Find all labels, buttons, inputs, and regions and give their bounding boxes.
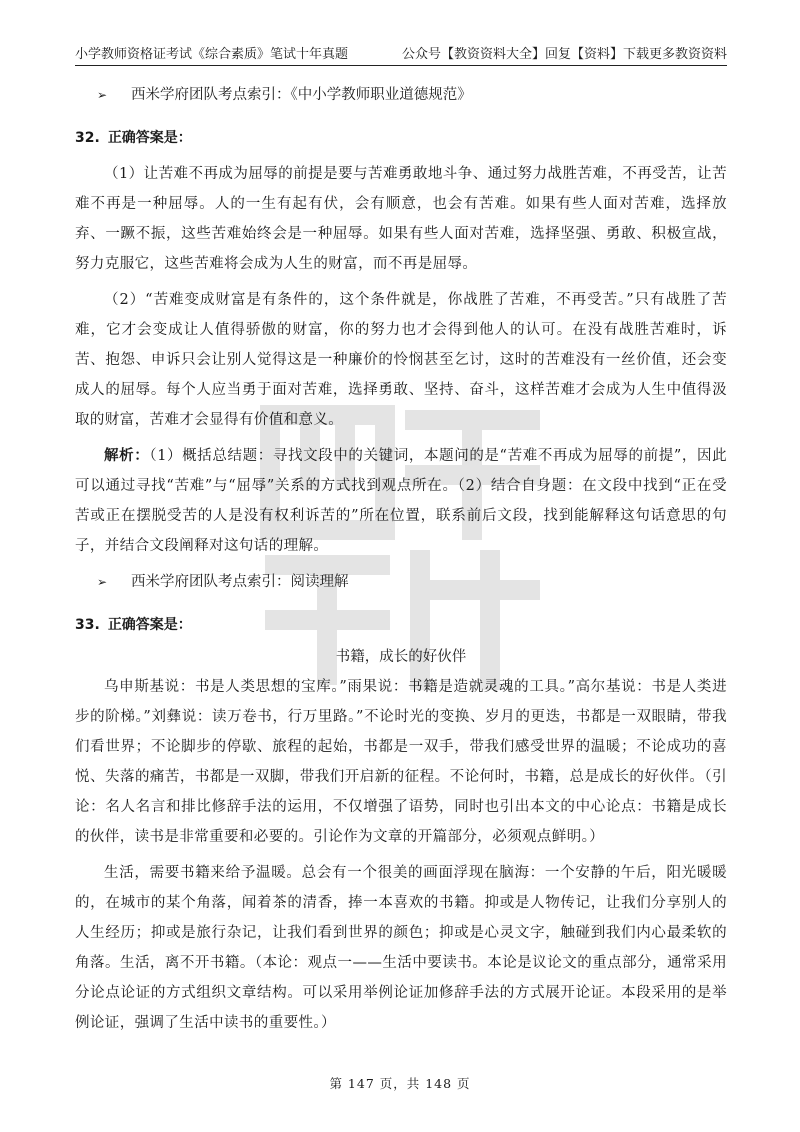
question-33-heading: 33. 正确答案是： bbox=[75, 617, 192, 633]
arrow-bullet-icon: ➢ bbox=[97, 575, 108, 589]
page-number: 第 147 页，共 148 页 bbox=[329, 1076, 471, 1091]
arrow-bullet-icon: ➢ bbox=[97, 88, 108, 102]
index-note-top: ➢ 西米学府团队考点索引：《中小学教师职业道德规范》 bbox=[75, 80, 727, 110]
index-note-q32: ➢ 西米学府团队考点索引：阅读理解 bbox=[75, 567, 727, 597]
q33-essay-paragraph-2: 生活，需要书籍来给予温暖。总会有一个很美的画面浮现在脑海：一个安静的午后，阳光暖暖的，在城市的某个角落，闻着茶的清香，捧一本喜欢的书籍。抑或是人物传记，让我们分享别人的人生经历；抑或是旅行杂记，让我们看到世界的颜色；抑或是心灵文字，触碰到我们内心最柔软的角落。生活，离不开书籍。（本论：观点一——生活中要读书。本论是议论文的重点部分，通常采用分论点论证的方式组织文章结构。可以采用举例论证加修辞手法的方式展开论证。本段采用的是举例论证，强调了生活中读书的重要性。） bbox=[75, 865, 727, 1031]
q32-answer-paragraph-2: （2）“苦难变成财富是有条件的，这个条件就是，你战胜了苦难，不再受苦。”只有战胜了苦难，它才会变成让人值得骄傲的财富，你的努力也才会得到他人的认可。在没有战胜苦难时，诉苦、抱怨、申诉只会让别人觉得这是一种廉价的怜悯甚至乞讨，这时的苦难没有一丝价值，还会变成人的屈辱。每个人应当勇于面对苦难，选择勇敢、坚持、奋斗，这样苦难才会成为人生中值得汲取的财富，苦难才会显得有价值和意义。 bbox=[75, 292, 727, 428]
page-content bbox=[75, 80, 727, 1038]
q33-essay-paragraph-1: 乌申斯基说：书是人类思想的宝库。”雨果说：书籍是造就灵魂的工具。”高尔基说：书是人类进步的阶梯。”刘彝说：读万卷书，行万里路。”不论时光的变换、岁月的更迭，书都是一双眼睛，带我们看世界；不论脚步的停歇、旅程的起始，书都是一双手，带我们感受世界的温暖；不论成功的喜悦、失落的痛苦，书都是一双脚，带我们开启新的征程。不论何时，书籍，总是成长的好伙伴。（引论：名人名言和排比修辞手法的运用，不仅增强了语势，同时也引出本文的中心论点：书籍是成长的伙伴，读书是非常重要和必要的。引论作为文章的开篇部分，必须观点鲜明。） bbox=[75, 679, 727, 845]
header-left-title: 小学教师资格证考试《综合素质》笔试十年真题 bbox=[75, 47, 349, 62]
analysis-label: 解析： bbox=[104, 448, 150, 464]
essay-title: 书籍，成长的好伙伴 bbox=[335, 649, 467, 665]
q32-analysis bbox=[75, 441, 727, 561]
header-right-promo: 公众号【教资资料大全】回复【资料】下载更多教资资料 bbox=[401, 47, 727, 62]
analysis-text: （1）概括总结题：寻找文段中的关键词，本题问的是“苦难不再成为屈辱的前提”，因此可以通过寻找“苦难”与“屈辱”关系的方式找到观点所在。（2）结合自身题：在文段中找到“正在受苦或正在摆脱受苦的人是没有权利诉苦的”所在位置，联系前后文段，找到能解释这句话意思的句子，并结合文段阐释对这句话的理解。 bbox=[75, 448, 727, 554]
page-header bbox=[75, 44, 727, 66]
question-32-heading: 32. 正确答案是： bbox=[75, 130, 192, 146]
q32-answer-paragraph-1: （1）让苦难不再成为屈辱的前提是要与苦难勇敢地斗争、通过努力战胜苦难，不再受苦，让苦难不再是一种屈辱。人的一生有起有伏，会有顺意，也会有苦难。如果有些人面对苦难，选择放弃、一蹶不振，这些苦难始终会是一种屈辱。如果有些人面对苦难，选择坚强、勇敢、积极宣战，努力克服它，这些苦难将会成为人生的财富，而不再是屈辱。 bbox=[75, 166, 727, 272]
